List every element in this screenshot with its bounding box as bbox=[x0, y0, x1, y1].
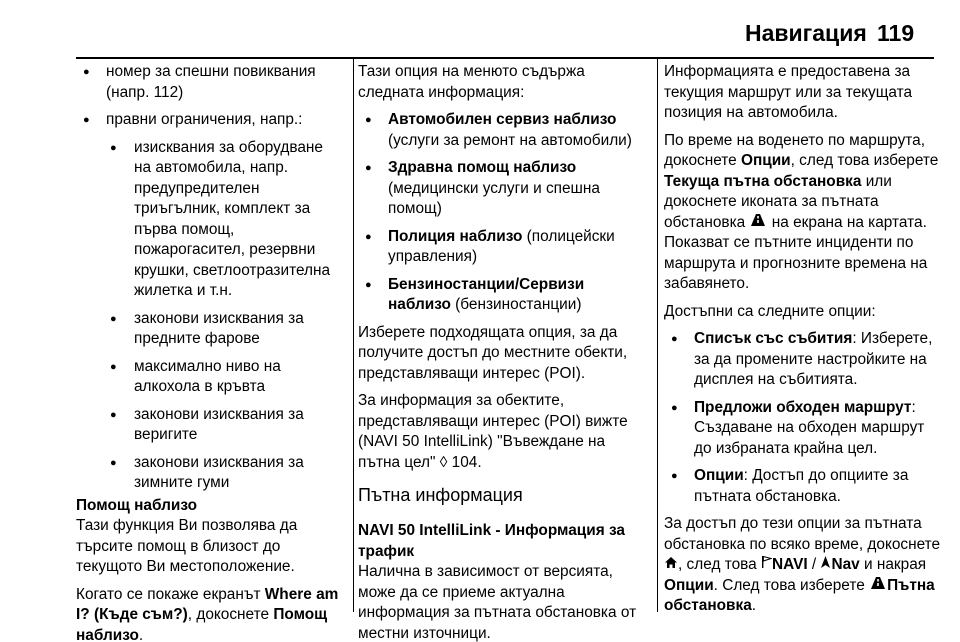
text-run: на екрана на картата. Показват се пътните инциденти по маршрута и прогнозните времена на забавянето. bbox=[664, 213, 928, 292]
poi-text: Изберете подходящата опция, за да получите достъп до местните обекти, представляващи интерес (POI). bbox=[358, 323, 628, 382]
text-run: или докоснете иконата за пътната обстановка bbox=[664, 172, 892, 231]
sub-list-item: ● максимално ниво на алкохола в кръвта bbox=[76, 357, 344, 398]
text-run: / bbox=[807, 556, 821, 573]
sub-list-item: ● изисквания за оборудване на автомобила, напр. предупредителен триъгълник, комплект за първа помощ, пожарогасител, резервни крушки, светлоотразителна жилетка и т.н. bbox=[76, 138, 344, 302]
nav-arrow-icon bbox=[820, 555, 831, 576]
help-nearby-text: Тази функция Ви позволява да търсите помощ в близост до текущото Ви местоположение. bbox=[76, 517, 298, 575]
intro-text: Тази опция на менюто съдържа следната информация: bbox=[358, 63, 585, 101]
options-label: Опции bbox=[694, 467, 744, 484]
text-run: 104. bbox=[447, 453, 482, 471]
list-item: ● правни ограничения, напр.: bbox=[76, 110, 344, 131]
text-run: (полицейски управления) bbox=[388, 227, 615, 265]
text-run: (медицински услуги и спешна помощ) bbox=[388, 179, 600, 217]
subsection-heading: NAVI 50 IntelliLink - Информация за трафик bbox=[358, 522, 625, 560]
list-item bbox=[664, 398, 942, 460]
flag-icon bbox=[761, 555, 772, 576]
help-nearby-heading: Помощ наблизо bbox=[76, 496, 197, 514]
guidance-instruction bbox=[664, 131, 942, 295]
police-nearby-label: Полиция наблизо bbox=[388, 227, 523, 245]
text-run: . bbox=[138, 626, 144, 642]
text-run: Когато се покаже екранът bbox=[76, 585, 265, 603]
fuel-nearby-label: Бензиностанции/Сервизи наблизо bbox=[388, 275, 585, 313]
text-run: , след това изберете bbox=[790, 152, 939, 169]
header-rule bbox=[76, 57, 934, 59]
text-run: : Достъп до опциите за пътната обстановка. bbox=[694, 467, 909, 505]
list-item bbox=[358, 227, 640, 268]
traffic-label: Пътна обстановка bbox=[664, 576, 935, 614]
options-label: Опции bbox=[664, 576, 714, 594]
text-run: , докоснете bbox=[187, 606, 274, 623]
text-run: . След това изберете bbox=[713, 576, 870, 594]
text-run: : Изберете, за да промените настройките на дисплея на събитията. bbox=[694, 330, 933, 388]
column-1 bbox=[76, 62, 344, 642]
column-3 bbox=[664, 62, 942, 624]
options-label: Опции bbox=[740, 152, 791, 169]
column-divider-1 bbox=[353, 59, 354, 612]
route-info-text: Информацията е предоставена за текущия маршрут или за текущата позиция на автомобила. bbox=[664, 63, 913, 121]
sub-list-item: ● законови изисквания за предните фарове bbox=[76, 309, 344, 350]
text-run: За информация за обектите, представляващи интерес (POI) вижте (NAVI 50 IntelliLink) "Въвеждане на пътна цел" bbox=[358, 392, 628, 471]
list-item bbox=[358, 158, 640, 220]
help-nearby-instruction bbox=[76, 585, 344, 642]
detour-label: Предложи обходен маршрут bbox=[694, 398, 912, 416]
page-header bbox=[0, 0, 960, 58]
traffic-info-text: Налична в зависимост от версията, може да се приеме актуална информация за пътната обстановка от местни източници. bbox=[358, 563, 637, 642]
events-list-label: Списък със събития bbox=[694, 330, 853, 347]
page-number: 119 bbox=[877, 20, 915, 46]
poi-reference bbox=[358, 391, 640, 473]
access-instruction bbox=[664, 514, 942, 617]
list-item bbox=[664, 466, 942, 507]
list-item bbox=[358, 110, 640, 151]
list-item bbox=[358, 275, 640, 316]
health-nearby-label: Здравна помощ наблизо bbox=[388, 159, 577, 176]
current-traffic-label: Текуща пътна обстановка bbox=[664, 172, 862, 190]
page-ref-icon: ◊ bbox=[439, 453, 448, 471]
text-run: (услуги за ремонт на автомобили) bbox=[388, 131, 632, 149]
sub-list-item: ● законови изисквания за зимните гуми bbox=[76, 453, 344, 494]
text-run: За достъп до тези опции за пътната обстановка по всяко време, докоснете bbox=[664, 515, 941, 553]
traffic-icon bbox=[749, 213, 767, 234]
nav-label: Nav bbox=[831, 556, 860, 573]
garage-nearby-label: Автомобилен сервиз наблизо bbox=[388, 111, 617, 128]
help-nearby-label: Помощ наблизо bbox=[76, 606, 328, 642]
text-run: и накрая bbox=[859, 556, 927, 573]
navi-label: NAVI bbox=[771, 556, 808, 573]
list-item: ● номер за спешни повиквания (напр. 112) bbox=[76, 62, 344, 103]
text-run: По време на воденето по маршрута, докоснете bbox=[664, 131, 925, 169]
section-heading: Пътна информация bbox=[358, 485, 523, 505]
home-icon bbox=[664, 555, 678, 576]
traffic-icon bbox=[869, 576, 887, 597]
list-item bbox=[664, 329, 942, 391]
text-run: , след това bbox=[678, 556, 761, 573]
where-am-i-label: Where am I? (Къде съм?) bbox=[76, 585, 339, 623]
options-intro: Достъпни са следните опции: bbox=[664, 302, 876, 320]
page-title: Навигация bbox=[745, 20, 867, 46]
text-run: : Създаване на обходен маршрут до избраната крайна цел. bbox=[694, 398, 925, 457]
sub-list-item: ● законови изисквания за веригите bbox=[76, 405, 344, 446]
text-run: . bbox=[751, 597, 757, 614]
column-divider-2 bbox=[657, 59, 658, 612]
text-run: (бензиностанции) bbox=[450, 296, 582, 313]
column-2 bbox=[358, 62, 640, 642]
